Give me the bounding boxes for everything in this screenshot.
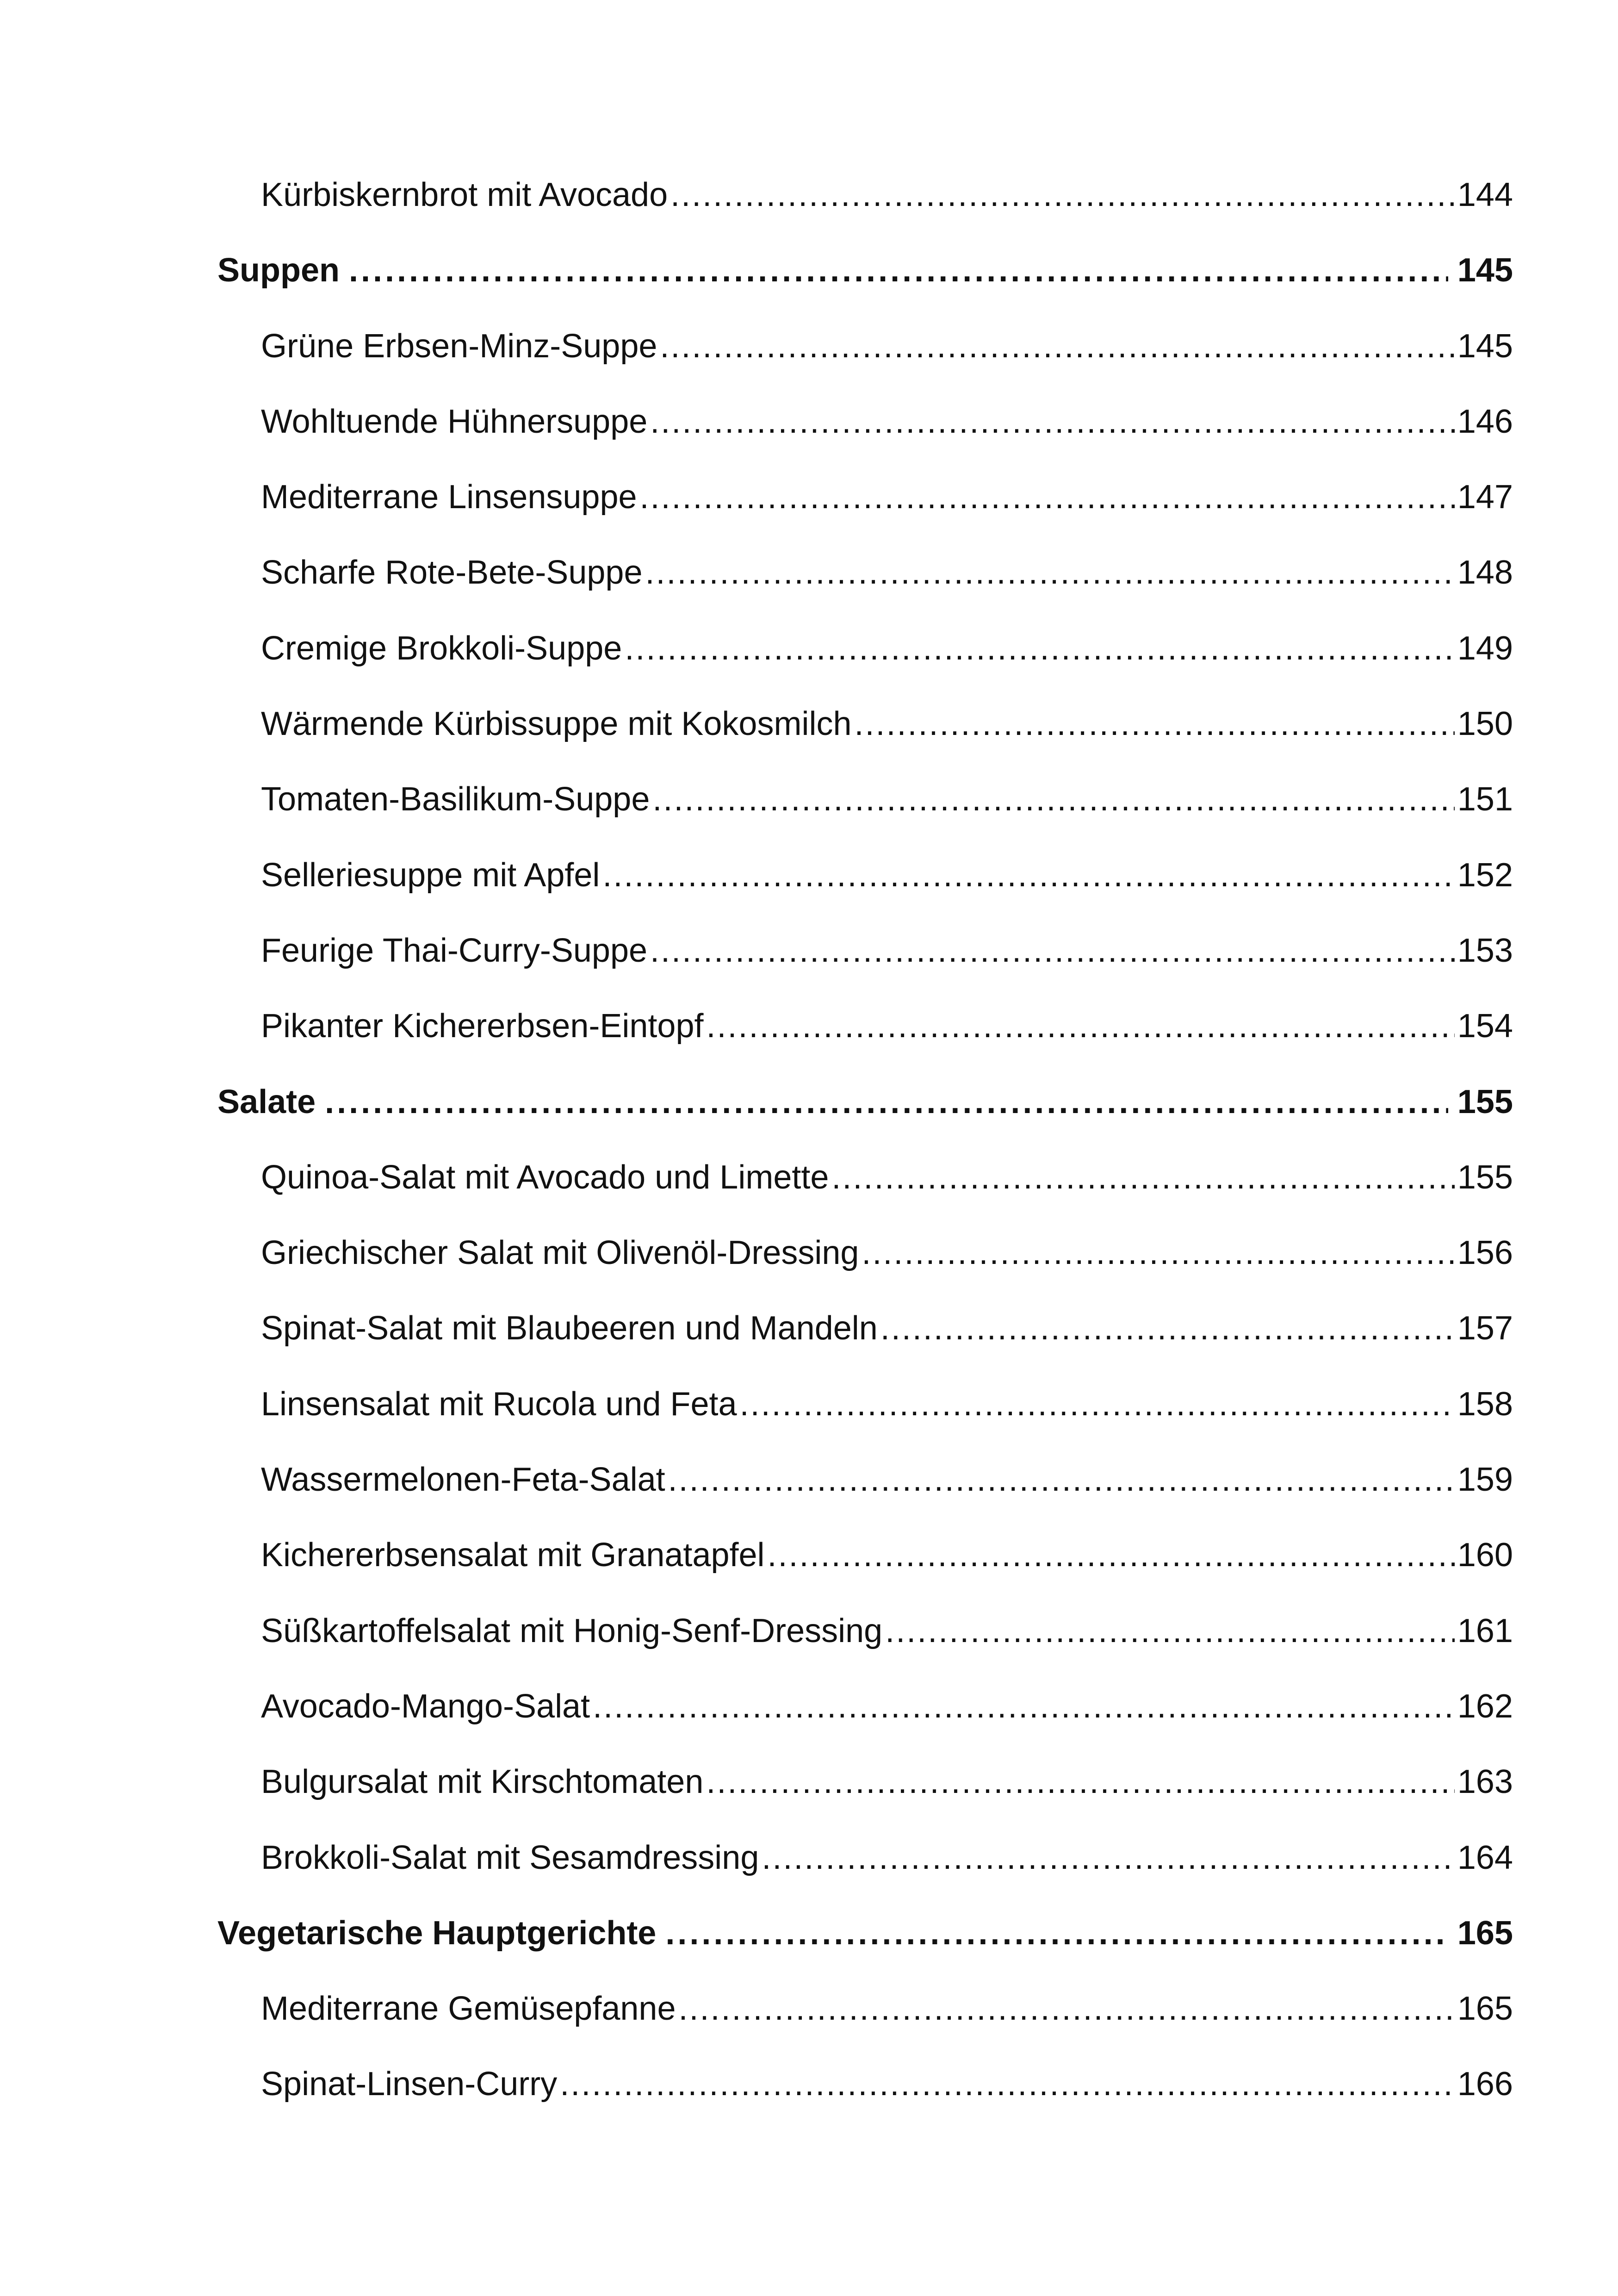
toc-page-number: 146 (1457, 403, 1513, 440)
toc-entry-quinoa-salat[interactable] (217, 1140, 1513, 1215)
toc-page-number: 144 (1457, 176, 1513, 213)
toc-page-number: 147 (1457, 479, 1513, 516)
toc-entry-rote-bete-suppe[interactable] (217, 535, 1513, 610)
toc-page-number: 155 (1457, 1083, 1513, 1120)
toc-entry-title: Spinat-Salat mit Blaubeeren und Mandeln (261, 1310, 878, 1347)
toc-entry-thai-curry-suppe[interactable] (217, 913, 1513, 989)
toc-entry-title: Spinat-Linsen-Curry (261, 2066, 558, 2103)
dot-leader (593, 1669, 1455, 1744)
dot-leader (885, 1593, 1455, 1669)
toc-entry-title: Avocado-Mango-Salat (261, 1687, 590, 1725)
toc-entry-title: Süßkartoffelsalat mit Honig-Senf-Dressing (261, 1612, 883, 1649)
toc-entry-title: Mediterrane Gemüsepfanne (261, 1990, 676, 2028)
toc-page-number: 145 (1457, 252, 1513, 289)
toc-page-number: 164 (1457, 1839, 1513, 1876)
toc-page-number: 152 (1457, 856, 1513, 894)
dot-leader (660, 309, 1454, 384)
toc-entry-avocado-mango-salat[interactable] (217, 1669, 1513, 1744)
toc-entry-griechischer-salat[interactable] (217, 1215, 1513, 1291)
toc-entry-spinat-linsen-curry[interactable] (217, 2047, 1513, 2122)
toc-entry-title: Kürbiskernbrot mit Avocado (261, 176, 668, 213)
toc-section-salate[interactable] (217, 1064, 1513, 1140)
toc-entry-title: Grüne Erbsen-Minz-Suppe (261, 327, 657, 365)
toc-entry-brokkoli-salat[interactable] (217, 1820, 1513, 1896)
toc-page-number: 155 (1457, 1158, 1513, 1196)
toc-page-number: 160 (1457, 1537, 1513, 1574)
toc-page-number: 153 (1457, 932, 1513, 969)
toc-entry-title: Feurige Thai-Curry-Suppe (261, 932, 648, 969)
toc-section-title: Vegetarische Hauptgerichte (217, 1914, 657, 1952)
dot-leader (668, 1442, 1455, 1518)
toc-page-number: 162 (1457, 1687, 1513, 1725)
toc-entry-suesskartoffelsalat[interactable] (217, 1593, 1513, 1669)
dot-leader (560, 2047, 1455, 2122)
toc-entry-title: Linsensalat mit Rucola und Feta (261, 1385, 737, 1423)
toc-entry-title: Wohltuende Hühnersuppe (261, 403, 648, 440)
toc-entry-title: Tomaten-Basilikum-Suppe (261, 781, 650, 818)
toc-entry-title: Wärmende Kürbissuppe mit Kokosmilch (261, 705, 852, 743)
toc-page-number: 148 (1457, 554, 1513, 591)
dot-leader (706, 1744, 1454, 1820)
toc-page-number: 166 (1457, 2066, 1513, 2103)
toc-entry-gemuesepfanne[interactable] (217, 1971, 1513, 2047)
toc-entry-tomaten-basilikum-suppe[interactable] (217, 762, 1513, 837)
toc-entry-title: Quinoa-Salat mit Avocado und Limette (261, 1158, 829, 1196)
dot-leader (652, 762, 1454, 837)
toc-entry-kichererbsen-eintopf[interactable] (217, 989, 1513, 1064)
dot-leader (880, 1291, 1455, 1366)
dot-leader (665, 1896, 1448, 1971)
toc-entry-title: Scharfe Rote-Bete-Suppe (261, 554, 643, 591)
toc-page-number: 157 (1457, 1310, 1513, 1347)
table-of-contents (217, 157, 1513, 2122)
toc-entry-bulgursalat[interactable] (217, 1744, 1513, 1820)
toc-entry-title: Mediterrane Linsensuppe (261, 479, 637, 516)
toc-section-title: Salate (217, 1083, 316, 1120)
toc-entry-title: Brokkoli-Salat mit Sesamdressing (261, 1839, 759, 1876)
toc-section-vegetarische-hauptgerichte[interactable] (217, 1896, 1513, 1971)
toc-entry-title: Griechischer Salat mit Olivenöl-Dressing (261, 1234, 859, 1272)
toc-entry-title: Kichererbsensalat mit Granatapfel (261, 1537, 765, 1574)
toc-page-number: 165 (1457, 1990, 1513, 2028)
toc-entry-huehnersuppe[interactable] (217, 384, 1513, 460)
toc-page-number: 151 (1457, 781, 1513, 818)
toc-entry-linsensuppe[interactable] (217, 460, 1513, 535)
dot-leader (650, 384, 1455, 460)
dot-leader (625, 611, 1455, 686)
toc-entry-erbsen-minz-suppe[interactable] (217, 309, 1513, 384)
dot-leader (325, 1064, 1448, 1140)
dot-leader (831, 1140, 1454, 1215)
toc-section-title: Suppen (217, 252, 340, 289)
dot-leader (349, 233, 1448, 308)
toc-page-number: 154 (1457, 1008, 1513, 1045)
dot-leader (740, 1367, 1455, 1442)
toc-entry-brokkoli-suppe[interactable] (217, 611, 1513, 686)
toc-page-number: 163 (1457, 1763, 1513, 1801)
toc-section-suppen[interactable] (217, 233, 1513, 308)
toc-entry-title: Wassermelonen-Feta-Salat (261, 1461, 665, 1499)
toc-entry-title: Selleriesuppe mit Apfel (261, 856, 600, 894)
toc-page-number: 161 (1457, 1612, 1513, 1649)
toc-page-number: 158 (1457, 1385, 1513, 1423)
dot-leader (679, 1971, 1455, 2047)
toc-entry-wassermelonen-salat[interactable] (217, 1442, 1513, 1518)
dot-leader (645, 535, 1454, 610)
toc-entry-title: Bulgursalat mit Kirschtomaten (261, 1763, 704, 1801)
dot-leader (762, 1820, 1454, 1896)
toc-page-number: 149 (1457, 629, 1513, 667)
dot-leader (650, 913, 1455, 989)
toc-page-number: 159 (1457, 1461, 1513, 1499)
toc-entry-spinat-salat[interactable] (217, 1291, 1513, 1366)
dot-leader (670, 157, 1455, 233)
toc-page-number: 150 (1457, 705, 1513, 743)
toc-page-number: 156 (1457, 1234, 1513, 1272)
toc-entry-linsensalat[interactable] (217, 1367, 1513, 1442)
toc-page-number: 165 (1457, 1914, 1513, 1952)
dot-leader (855, 686, 1455, 762)
dot-leader (862, 1215, 1454, 1291)
toc-entry-title: Pikanter Kichererbsen-Eintopf (261, 1008, 704, 1045)
toc-entry-kuerbissuppe[interactable] (217, 686, 1513, 762)
dot-leader (768, 1518, 1455, 1593)
toc-entry-kuerbiskernbrot[interactable] (217, 157, 1513, 233)
dot-leader (602, 838, 1454, 913)
toc-entry-title: Cremige Brokkoli-Suppe (261, 629, 622, 667)
dot-leader (640, 460, 1455, 535)
toc-entry-selleriesuppe[interactable] (217, 838, 1513, 913)
toc-page-number: 145 (1457, 327, 1513, 365)
toc-entry-kichererbsensalat[interactable] (217, 1518, 1513, 1593)
dot-leader (707, 989, 1455, 1064)
